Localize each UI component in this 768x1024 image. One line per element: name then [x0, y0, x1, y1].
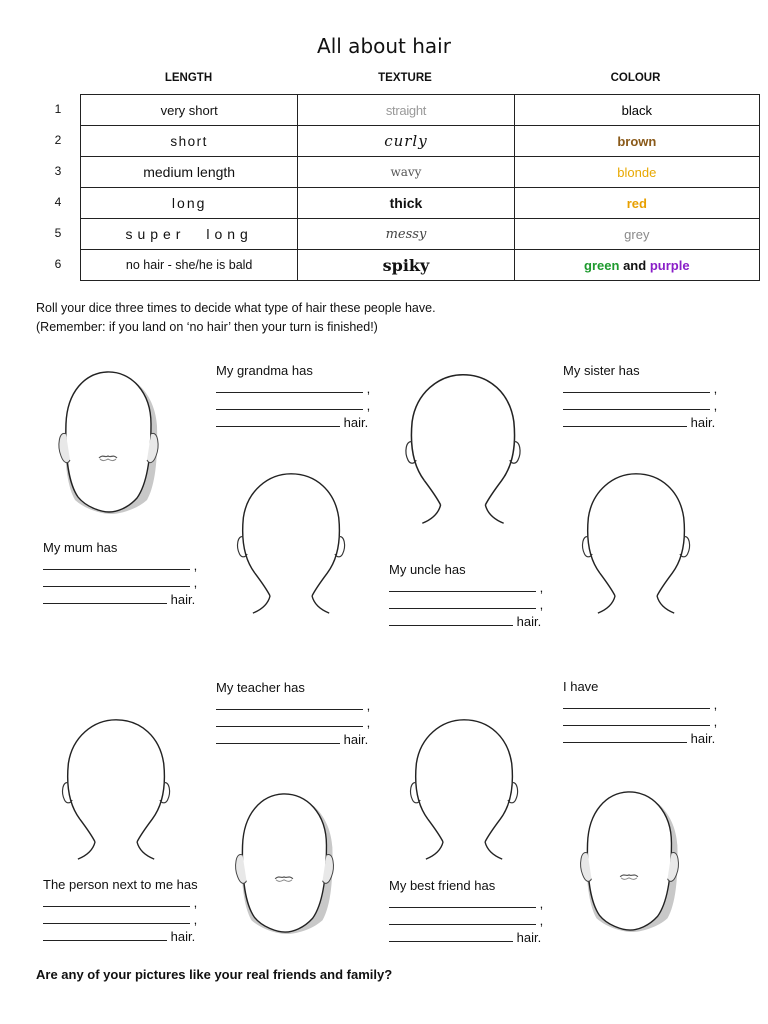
answer-blank[interactable]	[563, 416, 687, 427]
row-number: 4	[54, 195, 62, 209]
answer-blank[interactable]	[563, 382, 710, 393]
table-row	[81, 219, 760, 250]
prompt-uncle	[389, 562, 543, 631]
length-cell: no hair - she/he is bald	[81, 250, 298, 281]
answer-blank[interactable]	[43, 930, 167, 941]
column-header-length: LENGTH	[164, 72, 213, 84]
colour-and: and	[623, 257, 647, 273]
comma: ,	[539, 896, 544, 911]
row-number: 2	[54, 133, 62, 147]
head-back-icon	[404, 716, 526, 861]
column-header-colour: COLOUR	[610, 72, 661, 84]
comma: ,	[366, 698, 371, 713]
texture-cell: messy	[298, 219, 514, 250]
prompt-me	[563, 679, 717, 748]
answer-blank[interactable]	[43, 913, 190, 924]
prompt-label: My teacher has	[216, 680, 305, 695]
answer-blank[interactable]	[389, 598, 536, 609]
head-front-icon	[575, 788, 687, 936]
prompt-best-friend	[389, 878, 543, 947]
texture-cell: spiky	[298, 250, 514, 281]
head-back-icon	[404, 368, 524, 528]
texture-cell: thick	[298, 188, 514, 219]
answer-blank[interactable]	[216, 382, 363, 393]
length-cell: short	[81, 126, 298, 157]
instructions-line-2: (Remember: if you land on ‘no hair’ then your turn is finished!)	[36, 320, 378, 334]
texture-cell: wavy	[298, 157, 514, 188]
table-row	[81, 126, 760, 157]
comma: ,	[193, 912, 198, 927]
answer-blank[interactable]	[389, 615, 513, 626]
answer-blank[interactable]	[216, 733, 340, 744]
comma: ,	[713, 714, 718, 729]
hair-options-table	[80, 94, 760, 281]
hair-suffix: hair.	[170, 592, 196, 607]
instructions	[36, 299, 436, 337]
hair-suffix: hair.	[516, 930, 542, 945]
colour-purple: purple	[649, 257, 690, 273]
colour-cell: brown	[514, 126, 759, 157]
colour-cell: blonde	[514, 157, 759, 188]
comma: ,	[713, 697, 718, 712]
length-cell: long	[81, 188, 298, 219]
table-row	[81, 95, 760, 126]
comma: ,	[193, 575, 198, 590]
prompt-grandma	[216, 363, 370, 432]
comma: ,	[193, 558, 198, 573]
answer-blank[interactable]	[43, 559, 190, 570]
prompt-label: The person next to me has	[43, 877, 198, 892]
answer-blank[interactable]	[389, 581, 536, 592]
comma: ,	[366, 398, 371, 413]
head-back-icon	[230, 470, 354, 615]
colour-cell: grey	[514, 219, 759, 250]
answer-blank[interactable]	[563, 399, 710, 410]
answer-blank[interactable]	[563, 715, 710, 726]
row-number: 5	[54, 226, 62, 240]
hair-suffix: hair.	[516, 614, 542, 629]
prompt-label: My grandma has	[216, 363, 313, 378]
table-row	[81, 157, 760, 188]
row-number: 3	[54, 164, 62, 178]
answer-blank[interactable]	[389, 931, 513, 942]
closing-question: Are any of your pictures like your real friends and family?	[36, 967, 393, 982]
colour-cell: black	[514, 95, 759, 126]
answer-blank[interactable]	[389, 914, 536, 925]
length-cell: very short	[81, 95, 298, 126]
prompt-mum	[43, 540, 197, 609]
answer-blank[interactable]	[43, 593, 167, 604]
comma: ,	[539, 580, 544, 595]
prompt-label: My uncle has	[389, 562, 466, 577]
hair-suffix: hair.	[170, 929, 196, 944]
answer-blank[interactable]	[216, 716, 363, 727]
colour-cell	[514, 250, 759, 281]
answer-blank[interactable]	[216, 399, 363, 410]
table-row	[81, 188, 760, 219]
comma: ,	[539, 913, 544, 928]
answer-blank[interactable]	[563, 698, 710, 709]
answer-blank[interactable]	[563, 732, 687, 743]
row-number: 6	[54, 257, 62, 271]
prompt-label: My mum has	[43, 540, 118, 555]
answer-blank[interactable]	[43, 896, 190, 907]
prompt-sister	[563, 363, 717, 432]
comma: ,	[539, 597, 544, 612]
column-header-texture: TEXTURE	[378, 72, 432, 84]
comma: ,	[366, 381, 371, 396]
prompt-label: I have	[563, 679, 599, 694]
comma: ,	[713, 398, 718, 413]
answer-blank[interactable]	[216, 416, 340, 427]
prompt-teacher	[216, 680, 370, 749]
prompt-label: My sister has	[563, 363, 640, 378]
comma: ,	[713, 381, 718, 396]
comma: ,	[366, 715, 371, 730]
head-front-icon	[230, 790, 342, 938]
answer-blank[interactable]	[43, 576, 190, 587]
head-front-icon	[54, 368, 166, 518]
hair-suffix: hair.	[690, 731, 716, 746]
instructions-line-1: Roll your dice three times to decide what type of hair these people have.	[36, 301, 436, 315]
prompt-person-next-to-me	[43, 877, 198, 946]
length-cell: medium length	[81, 157, 298, 188]
answer-blank[interactable]	[389, 897, 536, 908]
hair-suffix: hair.	[343, 732, 369, 747]
length-cell: super long	[81, 219, 298, 250]
head-back-icon	[575, 470, 699, 615]
head-back-icon	[56, 716, 178, 861]
row-number: 1	[54, 102, 62, 116]
texture-cell: straight	[298, 95, 514, 126]
hair-suffix: hair.	[343, 415, 369, 430]
table-row	[81, 250, 760, 281]
colour-cell: red	[514, 188, 759, 219]
answer-blank[interactable]	[216, 699, 363, 710]
texture-cell: curly	[298, 126, 514, 157]
page-title: All about hair	[317, 34, 451, 58]
hair-suffix: hair.	[690, 415, 716, 430]
comma: ,	[193, 895, 198, 910]
colour-green: green	[584, 257, 620, 273]
prompt-label: My best friend has	[389, 878, 496, 893]
